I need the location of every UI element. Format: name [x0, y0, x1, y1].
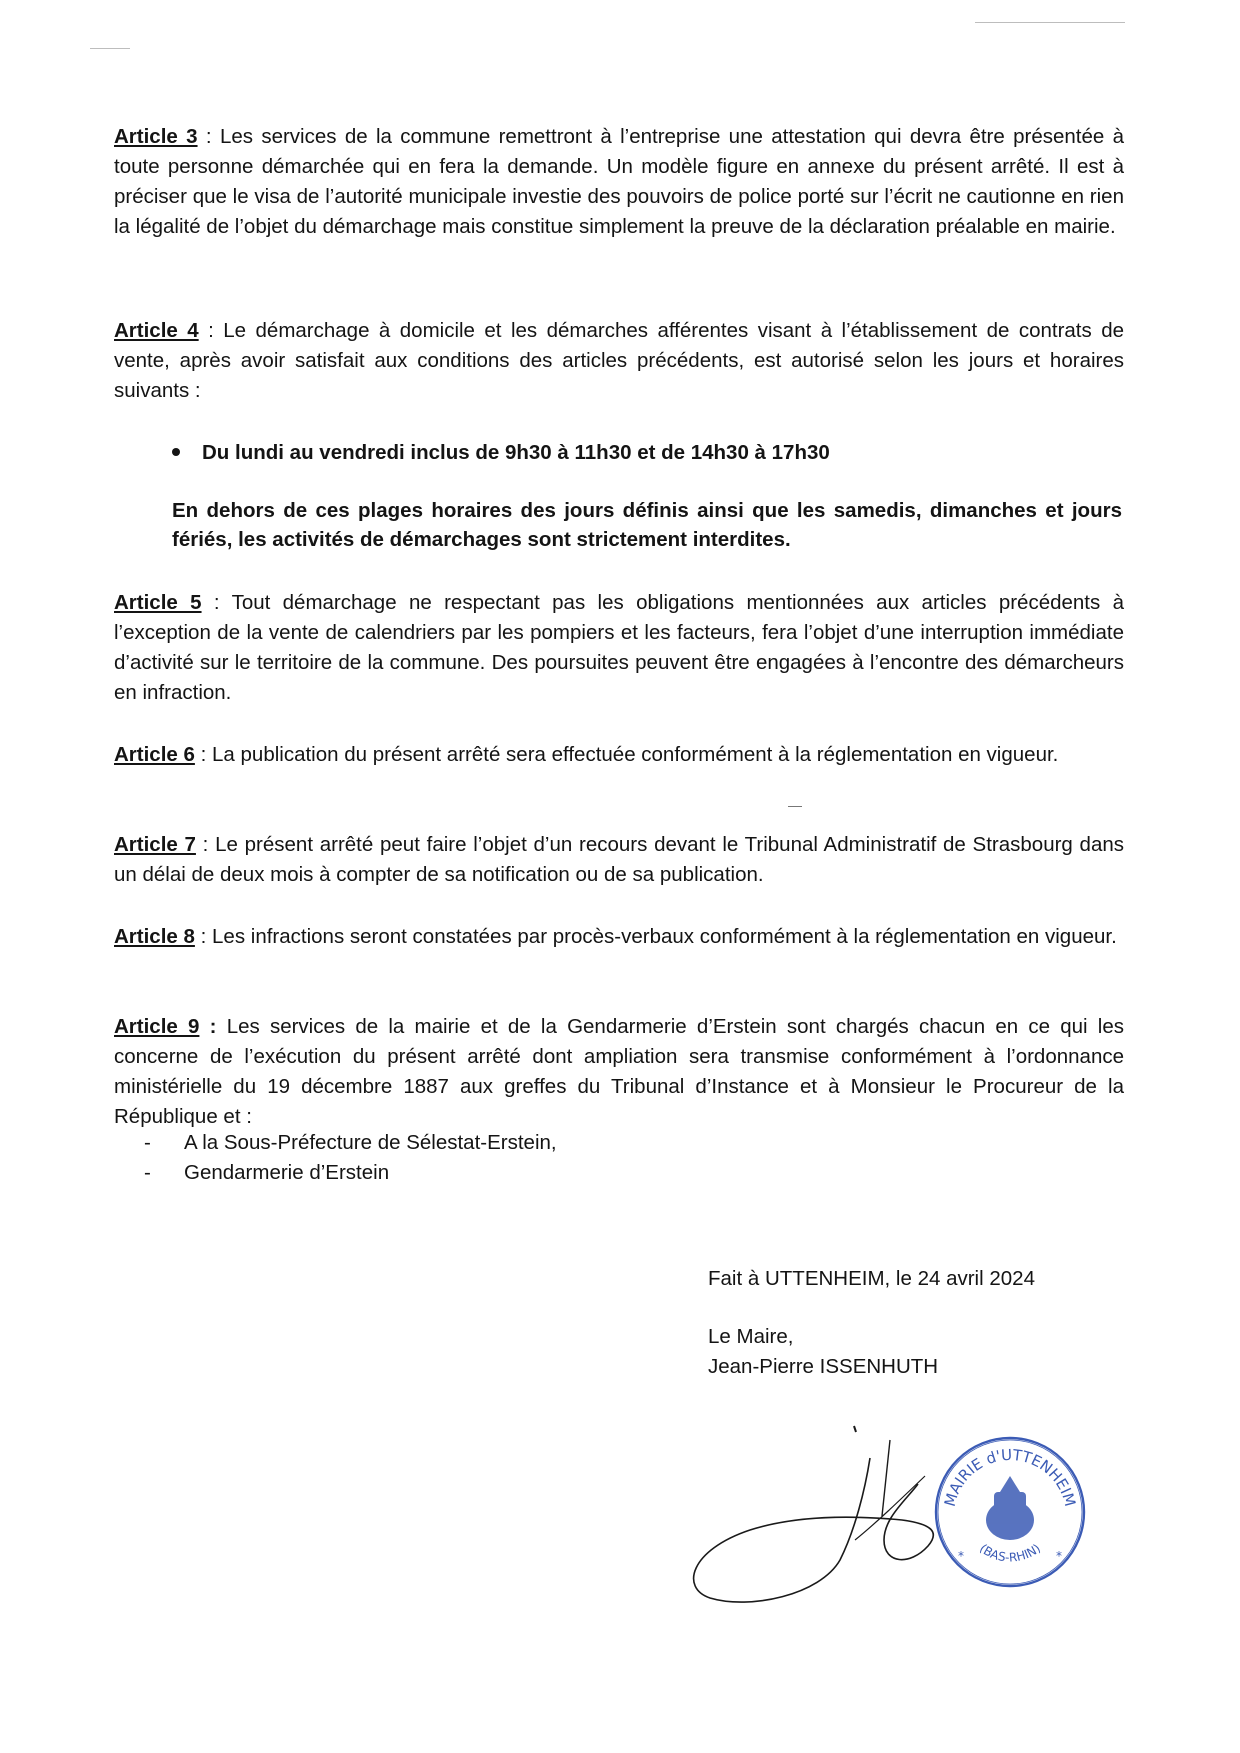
article-body: Les services de la commune remettront à l’entreprise une attestation qui devra être présentée à toute personne démarchée qui en fera la demande. Un modèle figure en annexe du présent arrêté. Il est à préciser que le visa de l’autorité municipale investie des pouvoirs de police porté sur l’écrit ne cautionne en rien la légalité de l’objet du démarchage mais constitue simplement la preuve de la déclaration préalable en mairie.	[114, 125, 1125, 238]
dash-icon: -	[144, 1161, 151, 1184]
article-heading: Article 9	[114, 1015, 200, 1038]
article-body: Les infractions seront constatées par procès-verbaux conformément à la réglementation en vigueur.	[212, 925, 1117, 948]
schedule-bullet	[172, 438, 1072, 468]
article-colon: :	[202, 833, 209, 856]
article-body: Le présent arrêté peut faire l’objet d’un recours devant le Tribunal Administratif de Strasbourg dans un délai de deux mois à compter de sa notification ou de sa publication.	[114, 833, 1125, 886]
list-item-text: A la Sous-Préfecture de Sélestat-Erstein,	[184, 1131, 557, 1154]
scan-artifact	[90, 48, 130, 49]
list-item	[110, 1128, 557, 1158]
list-item	[110, 1158, 557, 1188]
article-colon: :	[209, 1015, 217, 1038]
scan-artifact	[788, 806, 802, 807]
svg-text:*: *	[1056, 1549, 1062, 1563]
article-heading: Article 3	[114, 125, 198, 148]
article-7	[114, 830, 1124, 890]
article-colon: :	[200, 743, 207, 766]
schedule-text: Du lundi au vendredi inclus de 9h30 à 11h30 et de 14h30 à 17h30	[202, 441, 830, 464]
mayor-name: Jean-Pierre ISSENHUTH	[708, 1355, 939, 1378]
article-heading: Article 6	[114, 743, 195, 766]
article-body: Les services de la mairie et de la Gendarmerie d’Erstein sont chargés chacun en ce qui les concerne de l’exécution du présent arrêté dont ampliation sera transmise conformément à l’ordonnance ministérielle du 19 décembre 1887 aux greffes du Tribunal d’Instance et à Monsieur le Procureur de la République et :	[114, 1015, 1124, 1128]
article-9	[114, 1012, 1124, 1132]
article-heading: Article 8	[114, 925, 195, 948]
article-heading: Article 4	[114, 319, 199, 342]
article-colon: :	[200, 925, 207, 948]
article-body: Le démarchage à domicile et les démarches afférentes visant à l’établissement de contrats de vente, après avoir satisfait aux conditions des articles précédents, est autorisé selon les jours et horaires suivants :	[114, 319, 1124, 402]
mairie-stamp	[930, 1432, 1090, 1592]
mayor-role: Le Maire,	[708, 1325, 794, 1348]
article-heading: Article 5	[114, 591, 202, 614]
svg-text:(BAS-RHIN): (BAS-RHIN)	[976, 1541, 1044, 1565]
article-colon: :	[205, 125, 212, 148]
article-4	[114, 316, 1124, 406]
article-6	[114, 740, 1124, 770]
svg-text:*: *	[958, 1549, 964, 1563]
article-heading: Article 7	[114, 833, 196, 856]
bullet-icon	[172, 448, 180, 456]
scan-artifact	[975, 22, 1125, 23]
svg-text:MAIRIE d'UTTENHEIM: MAIRIE d'UTTENHEIM	[940, 1445, 1080, 1509]
list-item-text: Gendarmerie d’Erstein	[184, 1161, 390, 1184]
article-8	[114, 922, 1124, 952]
article-5	[114, 588, 1124, 708]
article-body: La publication du présent arrêté sera effectuée conformément à la réglementation en vigueur.	[212, 743, 1059, 766]
article-colon: :	[213, 591, 220, 614]
place-date: Fait à UTTENHEIM, le 24 avril 2024	[708, 1267, 1035, 1290]
article-colon: :	[208, 319, 214, 342]
article-3	[114, 122, 1124, 242]
schedule-notice: En dehors de ces plages horaires des jours définis ainsi que les samedis, dimanches et jours fériés, les activités de démarchages sont strictement interdites.	[172, 499, 1122, 551]
article-body: Tout démarchage ne respectant pas les obligations mentionnées aux articles précédents à l’exception de la vente de calendriers par les pompiers et les facteurs, fera l’objet d’une interruption immédiate d’activité sur le territoire de la commune. Des poursuites peuvent être engagées à l’encontre des démarcheurs en infraction.	[114, 591, 1124, 704]
dash-icon: -	[144, 1131, 151, 1154]
recipients-list	[110, 1128, 557, 1188]
